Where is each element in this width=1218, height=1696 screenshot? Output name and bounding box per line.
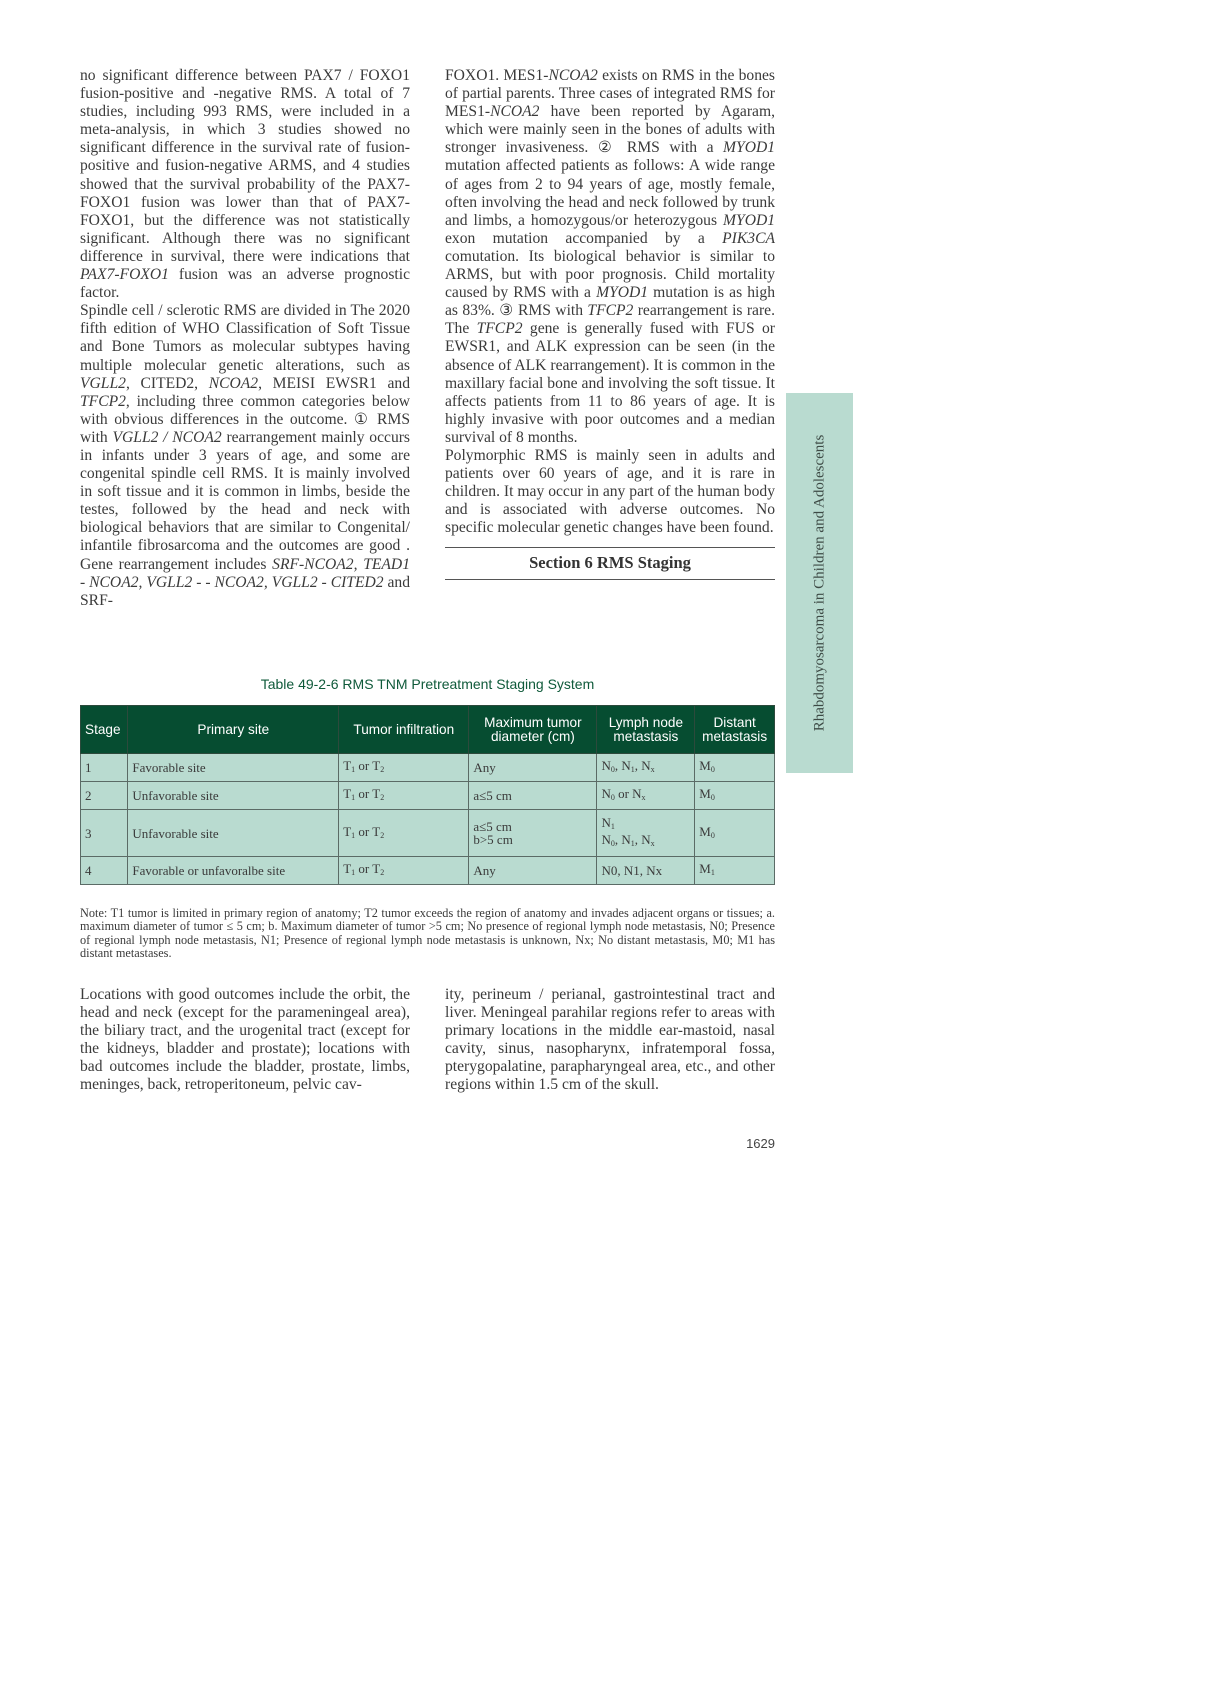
text: gene is generally fused with FUS or EWSR1, and ALK expression can be seen (in the absence of ALK rearrangement). It is common in the maxillary facial bone and involving the soft tissue. It affects patients from 11 to 86 years of age. It is highly invasive with poor outcomes and a median survival of 8 months.	[445, 320, 775, 446]
header-primary-site: Primary site	[128, 706, 339, 754]
right-column-bottom	[445, 986, 775, 1095]
gene-name: VGLL2 / NCOA2	[112, 428, 222, 446]
cell-site: Favorable site	[128, 754, 339, 782]
table-row	[81, 754, 775, 782]
text: exists on RMS in the bones of partial parents. Three cases of integrated RMS for MES1-	[445, 67, 776, 121]
gene-name: MYOD1	[723, 139, 776, 157]
cell-distant: $M_0$	[695, 782, 775, 810]
table-row	[81, 857, 775, 885]
text: exon mutation accompanied by a	[445, 229, 705, 247]
cell-diameter: a≤5 cm	[469, 782, 597, 810]
gene-name: MYOD1	[596, 284, 649, 302]
text: Spindle cell / sclerotic RMS are divided in The 2020 fifth edition of WHO Classification of Soft Tissue and Bone Tumors as molecular subtypes having multiple molecular genetic alterations, such as	[80, 302, 410, 374]
paragraph	[80, 302, 410, 610]
gene-name: NCOA2	[548, 67, 598, 84]
cell-lymph: $N_0$, $N_1$, $N_x$	[597, 754, 695, 782]
cell-distant: $M_0$	[695, 754, 775, 782]
cell-stage: 4	[81, 857, 128, 885]
text: FOXO1. MES1-	[445, 67, 549, 84]
gene-name: PAX7-FOXO1	[80, 266, 169, 284]
gene-name: MYOD1	[723, 211, 776, 229]
table-header-row	[81, 706, 775, 754]
left-column-top	[80, 67, 410, 610]
cell-site: Unfavorable site	[128, 782, 339, 810]
table-row	[81, 782, 775, 810]
gene-name: TFCP2	[80, 392, 126, 410]
cell-stage: 3	[81, 810, 128, 857]
diameter-line: b>5 cm	[473, 832, 513, 847]
cell-lymph: N0, N1, Nx	[597, 857, 695, 885]
cell-lymph: $N_0$ or $N_x$	[597, 782, 695, 810]
text: no significant difference between PAX7 / FOXO1 fusion-positive and -negative RMS. A total of 7 studies, including 993 RMS, were included in a meta-analysis, in which 3 studies showed no significant difference in the survival rate of fusion-positive and fusion-negative ARMS, and 4 studies showed that the survival probability of the PAX7-FOXO1 fusion was lower than that of PAX7-FOXO1, but the difference was not statistically significant. Although there was no significant difference in survival, there were indications that	[80, 67, 410, 265]
cell-stage: 1	[81, 754, 128, 782]
paragraph: Polymorphic RMS is mainly seen in adults and patients over 60 years of age, and it is rare in children. It may occur in any part of the human body and is associated with adverse outcomes. No specific molecular genetic changes have been found.	[445, 446, 775, 537]
gene-name: VGLL2	[80, 374, 126, 392]
text: , MEISI EWSR1 and	[258, 374, 410, 392]
text: rearrangement is rare. The	[445, 302, 775, 338]
page-number: 1629	[746, 1136, 775, 1151]
paragraph	[80, 67, 410, 302]
staging-table	[80, 705, 775, 885]
header-max-diameter: Maximum tumor diameter (cm)	[469, 706, 597, 754]
header-lymph-node: Lymph node metastasis	[597, 706, 695, 754]
section-heading: Section 6 RMS Staging	[445, 547, 775, 579]
chapter-side-tab	[786, 393, 853, 773]
lymph-line: $N_1$	[601, 815, 615, 831]
text: rearrangement mainly occurs in infants under 3 years of age, and some are congenital spindle cell RMS. It is mainly involved in soft tissue and it is common in limbs, beside the testes, followed by the head and neck with biological behaviors that are similar to Congenital/ infantile fibrosarcoma and the outcomes are good . Gene rearrangement includes	[80, 428, 410, 573]
gene-name: PIK3CA	[722, 229, 775, 247]
gene-name: NCOA2	[490, 103, 540, 121]
gene-name: TFCP2	[476, 320, 523, 338]
gene-name: NCOA2	[208, 374, 259, 392]
diameter-line: a≤5 cm	[473, 819, 512, 834]
paragraph	[445, 67, 775, 447]
cell-infiltration: $T_1$ or $T_2$	[339, 754, 469, 782]
text: fusion was an adverse prognostic factor.	[80, 266, 410, 302]
text: , including three common categories below with obvious differences in the outcome. ① RMS with	[80, 392, 410, 446]
cell-diameter: Any	[469, 754, 597, 782]
right-column-top	[445, 67, 775, 580]
text: , CITED2,	[125, 374, 199, 392]
cell-site: Favorable or unfavoralbe site	[128, 857, 339, 885]
cell-stage: 2	[81, 782, 128, 810]
table-caption: Table 49-2-6 RMS TNM Pretreatment Staging System	[260, 676, 595, 692]
paragraph: ity, perineum / perianal, gastrointestinal tract and liver. Meningeal parahilar regions refer to areas with primary locations in the middle ear-mastoid, nasal cavity, sinus, nasopharynx, infratemporal fossa, pterygopalatine, parapharyngeal area, etc., and other regions within 1.5 cm of the skull.	[445, 986, 775, 1094]
lymph-line: $N_0$, $N_1$, $N_x$	[601, 832, 655, 848]
header-distant-metastasis: Distant metastasis	[695, 706, 775, 754]
gene-name: SRF-NCOA2, TEAD1 - NCOA2, VGLL2 - - NCOA2, VGLL2 - CITED2	[80, 555, 410, 591]
cell-site: Unfavorable site	[128, 810, 339, 857]
text: comutation. Its biological behavior is similar to ARMS, but with poor prognosis. Child mortality caused by RMS with a	[445, 247, 775, 302]
cell-infiltration: $T_1$ or $T_2$	[339, 782, 469, 810]
cell-infiltration: $T_1$ or $T_2$	[339, 810, 469, 857]
gene-name: TFCP2	[587, 302, 634, 320]
header-tumor-infiltration: Tumor infiltration	[339, 706, 469, 754]
cell-diameter: Any	[469, 857, 597, 885]
cell-diameter	[469, 810, 597, 857]
cell-lymph	[597, 810, 695, 857]
text: and SRF-	[80, 573, 410, 609]
table-note: Note: T1 tumor is limited in primary region of anatomy; T2 tumor exceeds the region of anatomy and invades adjacent organs or tissues; a. maximum diameter of tumor ≤ 5 cm; b. Maximum diameter of tumor >5 cm; No presence of regional lymph node metastasis, N0; Presence of regional lymph node metastasis, N1; Presence of regional lymph node metastasis is unknown, Nx; No distant metastasis, M0; M1 has distant metastases.	[80, 906, 775, 961]
text: mutation is as high as 83%. ③ RMS with	[445, 284, 775, 320]
table-row	[81, 810, 775, 857]
text: have been reported by Agaram, which were mainly seen in the bones of adults with stronger invasiveness. ② RMS with a	[445, 103, 775, 157]
cell-distant: $M_1$	[695, 857, 775, 885]
cell-infiltration: $T_1$ or $T_2$	[339, 857, 469, 885]
left-column-bottom	[80, 986, 410, 1095]
paragraph: Locations with good outcomes include the orbit, the head and neck (except for the parameningeal area), the biliary tract, and the urogenital tract (except for the kidneys, bladder and prostate); locations with bad outcomes include the bladder, prostate, limbs, meninges, back, retroperitoneum, pelvic cav-	[80, 986, 410, 1094]
cell-distant: $M_0$	[695, 810, 775, 857]
header-stage: Stage	[81, 706, 128, 754]
chapter-title: Rhabdomyosarcoma in Children and Adolescents	[811, 434, 827, 732]
text: mutation affected patients as follows: A wide range of ages from 2 to 94 years of age, mostly female, often involving the head and neck followed by trunk and limbs, a homozygous/or heterozygous	[445, 157, 775, 229]
